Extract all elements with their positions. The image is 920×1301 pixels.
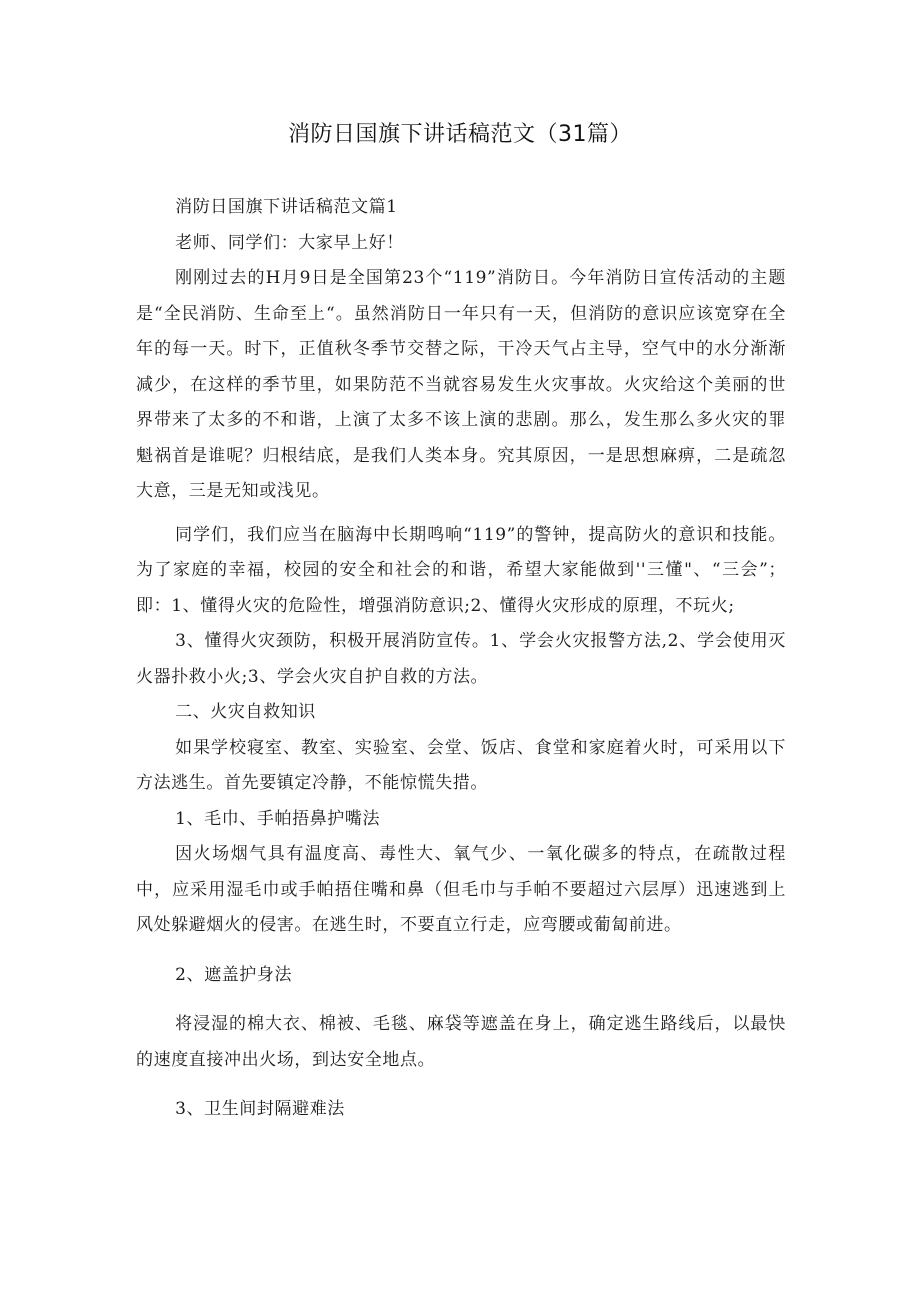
- document-body: [136, 190, 786, 1128]
- subheading: 1、毛巾、手帕捂鼻护嘴法: [175, 808, 381, 829]
- subheading: 二、火灾自救知识: [175, 702, 316, 722]
- document-title: 消防日国旗下讲话稿范文（31篇）: [288, 122, 632, 147]
- body-paragraph: 将浸湿的棉大衣、棉被、毛毯、麻袋等遮盖在身上，确定逃生路线后，以最快的速度直接冲出火场，到达安全地点。: [136, 1014, 786, 1070]
- section-heading: 消防日国旗下讲话稿范文篇1: [175, 197, 398, 217]
- body-paragraph: 同学们，我们应当在脑海中长期鸣响“119”的警钟，提高防火的意识和技能。为了家庭的幸福，校园的安全和社会的和谐，希望大家能做到''三懂"、“三会”；即：1、懂得火灾的危险性，增强消防意识;2、懂得火灾形成的原理，不玩火;: [136, 524, 786, 616]
- body-paragraph: 如果学校寝室、教室、实验室、会堂、饭店、食堂和家庭着火时，可采用以下方法逃生。首先要镇定冷静，不能惊慌失措。: [136, 737, 786, 793]
- subheading: 3、卫生间封隔避难法: [175, 1099, 345, 1119]
- greeting-paragraph: 老师、同学们：大家早上好！: [175, 232, 404, 253]
- subheading: 2、遮盖护身法: [175, 964, 293, 985]
- body-paragraph: 刚刚过去的H月9日是全国第23个“119”消防日。今年消防日宣传活动的主题是“全民消防、生命至上“。虽然消防日一年只有一天，但消防的意识应该宽穿在全年的每一天。时下，正值秋冬季节交替之际，干冷天气占主导，空气中的水分渐渐减少，在这样的季节里，如果防范不当就容易发生火灾事故。火灾给这个美丽的世界带来了太多的不和谐，上演了太多不该上演的悲剧。那么，发生那么多火灾的罪魁祸首是谁呢？归根结底，是我们人类本身。究其原因，一是思想麻痹，二是疏忽大意，三是无知或浅见。: [136, 268, 786, 501]
- body-paragraph: 因火场烟气具有温度高、毒性大、氧气少、一氧化碳多的特点，在疏散过程中，应采用湿毛巾或手帕捂住嘴和鼻（但毛巾与手帕不要超过六层厚）迅速逃到上风处躲避烟火的侵害。在逃生时，不要直立行走，应弯腰或葡匐前进。: [136, 844, 786, 935]
- body-paragraph: 3、懂得火灾颈防，积极开展消防宣传。1、学会火灾报警方法,2、学会使用灭火器扑救小火;3、学会火灾自护自救的方法。: [136, 631, 786, 687]
